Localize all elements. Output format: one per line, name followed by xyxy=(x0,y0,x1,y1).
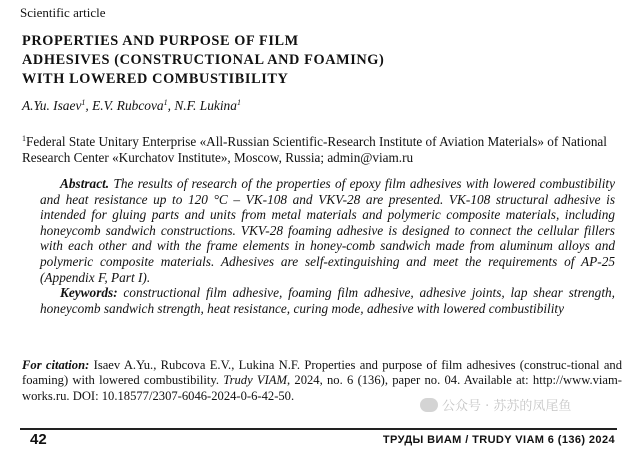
affiliation-text: Federal State Unitary Enterprise «All-Russian Scientific-Research Institute of Aviation Materials» of National Research Center «Kurchatov Institute», Moscow, Russia; admin@viam.ru xyxy=(22,134,607,165)
author-list: A.Yu. Isaev$^1$, E.V. Rubcova$^1$, N.F. Lukina$^1$ xyxy=(22,98,241,113)
abstract-text: The results of research of the properties of epoxy film adhesives with lowered combustibility and heat resistance up to 120 °C – VK-108 and VKV-28 are presented. VK-108 structural adhesive is intended for gluing parts and units from metal materials and polymeric composite materials, including honeycomb sandwich constructions. VKV-28 foaming adhesive is designed to connect the cellular fillers with each other and with the frame elements in honey-comb sandwich made from aluminum alloys and polymeric composite materials. Adhesives are self-extinguishing and meet the requirements of AP-25 (Appendix F, Part I). xyxy=(40,176,615,285)
title-line: PROPERTIES AND PURPOSE OF FILM xyxy=(22,33,299,49)
author-affil-mark: 1 xyxy=(236,98,241,107)
citation-journal: Trudy VIAM xyxy=(223,373,287,388)
affiliation xyxy=(22,131,622,166)
keywords-paragraph xyxy=(40,285,615,316)
abstract-paragraph xyxy=(40,176,615,285)
article-title xyxy=(22,32,482,89)
author-affil-mark: 1 xyxy=(163,98,168,107)
author-name: N.F. Lukina xyxy=(174,98,237,113)
watermark xyxy=(420,395,571,414)
wechat-icon xyxy=(420,398,438,412)
section-label: Scientific article xyxy=(20,5,106,20)
keywords-text: constructional film adhesive, foaming film adhesive, adhesive joints, lap shear strength, honeycomb sandwich strength, heat resistance, curing mode, adhesive with lowered combustibility xyxy=(40,285,615,316)
journal-footer: ТРУДЫ ВИАМ / TRUDY VIAM 6 (136) 2024 xyxy=(382,434,615,446)
author-name: A.Yu. Isaev xyxy=(22,98,82,113)
keywords-label: Keywords: xyxy=(60,285,118,301)
affiliation-mark: 1 xyxy=(22,134,26,143)
watermark-text: 公众号 · 苏苏的凤尾鱼 xyxy=(442,399,572,414)
author-affil-mark: 1 xyxy=(81,98,86,107)
citation-text: Isaev A.Yu., Rubcova E.V., Lukina N.F. Properties and purpose of film adhesives (construc-tional and foaming) with lowered combustibility. xyxy=(22,358,623,388)
abstract-block xyxy=(40,176,615,316)
author-name: E.V. Rubcova xyxy=(92,98,164,113)
title-line: ADHESIVES (CONSTRUCTIONAL AND FOAMING) xyxy=(22,52,385,68)
footer-divider xyxy=(20,428,617,430)
page-number: 42 xyxy=(30,431,47,448)
citation-details: , 2024, no. 6 (136), paper no. 04. Available at: http://www.viam-works.ru. DOI: 10.18577/2307-6046-2024-0-6-42-50. xyxy=(22,373,622,403)
title-line: WITH LOWERED COMBUSTIBILITY xyxy=(22,71,289,87)
abstract-label: Abstract. xyxy=(60,176,110,191)
citation-label: For citation: xyxy=(22,358,90,372)
